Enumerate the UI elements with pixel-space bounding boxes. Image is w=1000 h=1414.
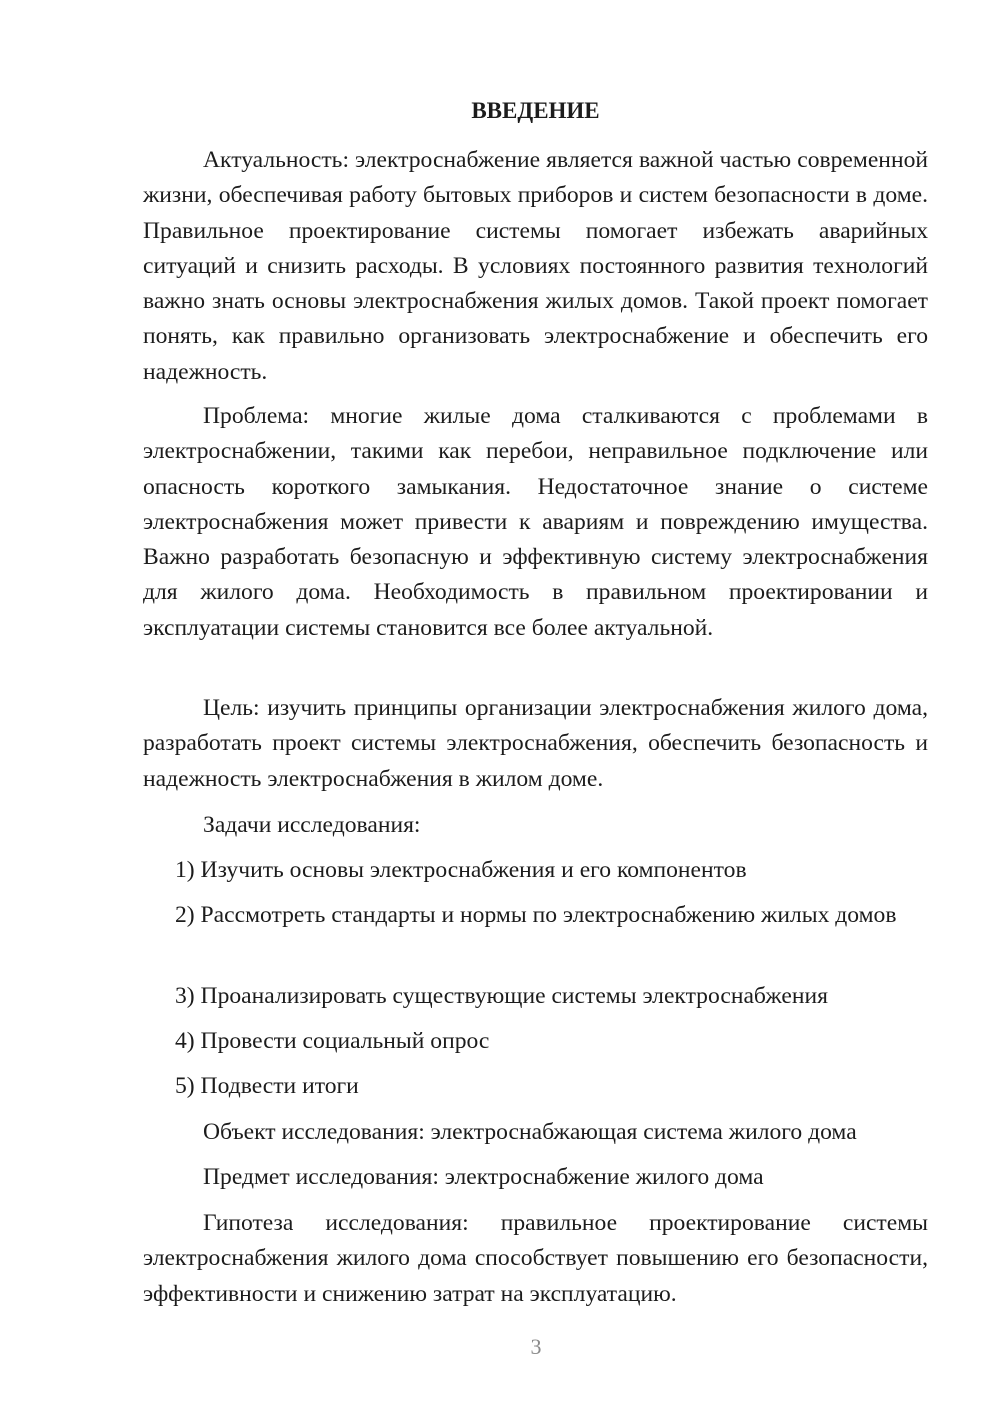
task-item-5: 5) Подвести итоги: [175, 1073, 359, 1099]
page-number: 3: [530, 1334, 542, 1359]
task-item-2: 2) Рассмотреть стандарты и нормы по электроснабжению жилых домов: [175, 902, 897, 928]
task-item-1: 1) Изучить основы электроснабжения и его компонентов: [175, 857, 747, 883]
task-item-4: 4) Провести социальный опрос: [175, 1028, 490, 1054]
paragraph-problem: Проблема: многие жилые дома сталкиваются с проблемами в электроснабжении, такими как перебои, неправильное подключение или опасность короткого замыкания. Недостаточное знание о системе электроснабжения может привести к авариям и повреждению имущества. Важно разработать безопасную и эффективную систему электроснабжения для жилого дома. Необходимость в правильном проектировании и эксплуатации системы становится все более актуальной.: [143, 403, 928, 641]
paragraph-subject: Предмет исследования: электроснабжение жилого дома: [203, 1164, 764, 1190]
paragraph-goal: Цель: изучить принципы организации электроснабжения жилого дома, разработать проект системы электроснабжения, обеспечить безопасность и надежность электроснабжения в жилом доме.: [143, 695, 928, 792]
task-item-3: 3) Проанализировать существующие системы электроснабжения: [175, 983, 828, 1009]
tasks-heading: Задачи исследования:: [203, 812, 421, 838]
paragraph-hypothesis: Гипотеза исследования: правильное проектирование системы электроснабжения жилого дома способствует повышению его безопасности, эффективности и снижению затрат на эксплуатацию.: [143, 1210, 928, 1307]
paragraph-object: Объект исследования: электроснабжающая система жилого дома: [203, 1119, 857, 1145]
page-title: ВВЕДЕНИЕ: [471, 98, 600, 123]
paragraph-relevance: Актуальность: электроснабжение является важной частью современной жизни, обеспечивая работу бытовых приборов и систем безопасности в доме. Правильное проектирование системы помогает избежать аварийных ситуаций и снизить расходы. В условиях постоянного развития технологий важно знать основы электроснабжения жилых домов. Такой проект помогает понять, как правильно организовать электроснабжение и обеспечить его надежность.: [143, 147, 928, 385]
